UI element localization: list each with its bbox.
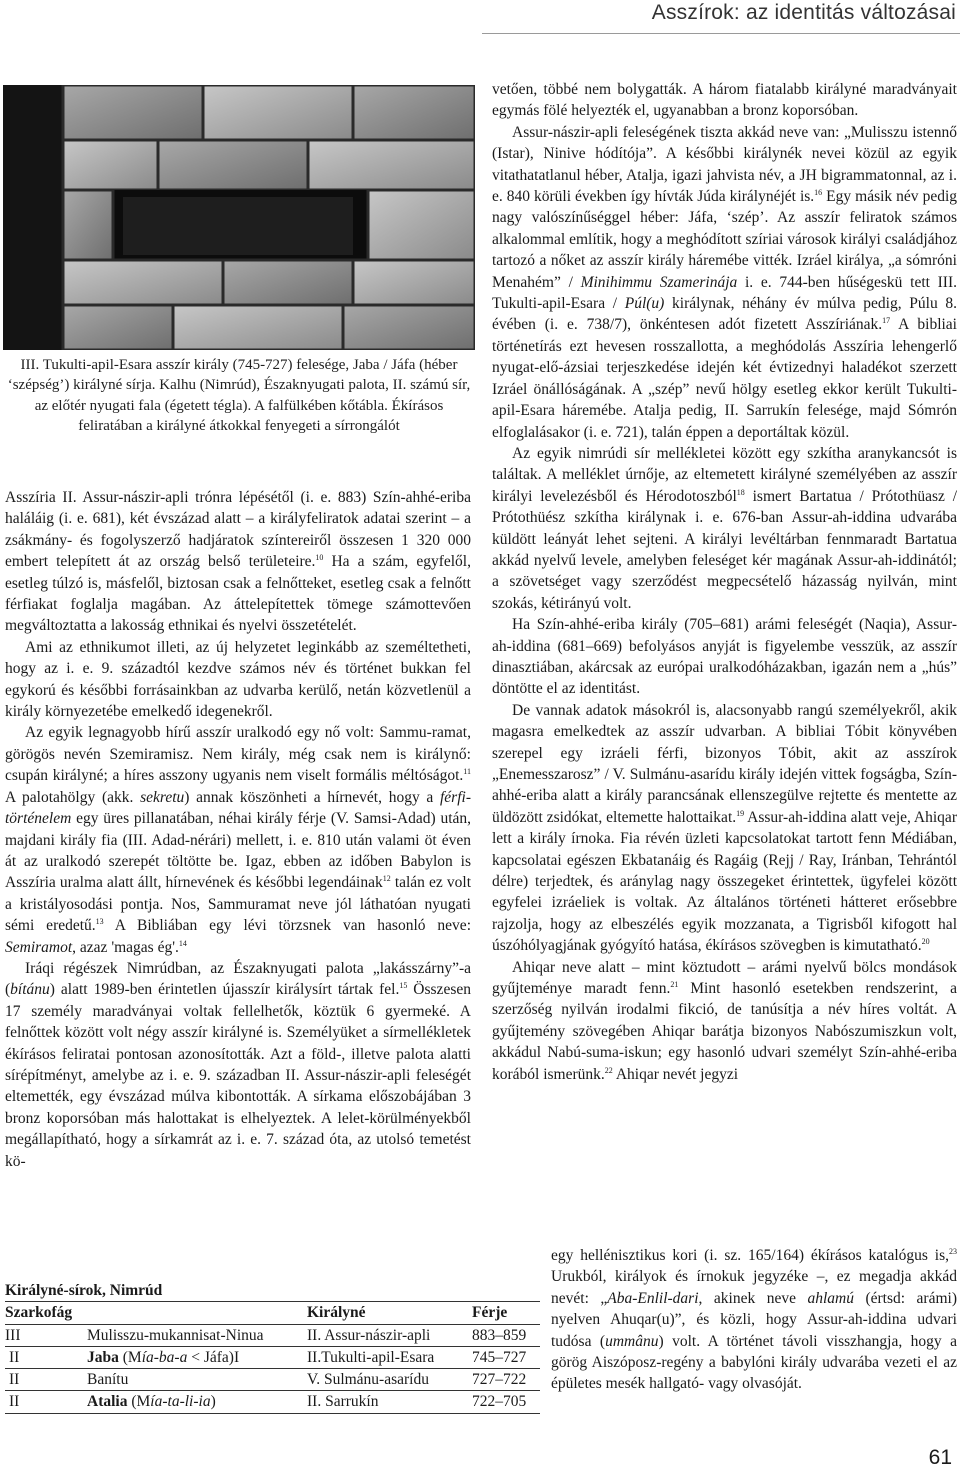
column-header: Férje xyxy=(472,1302,540,1324)
header-rule xyxy=(482,33,960,34)
paragraph: vetően, többé nem bolygatták. A három fiatalabb királyné maradványait egymás fölé helyezték el, ugyanabban a bronz koporsóban. xyxy=(492,81,957,120)
footnote-ref[interactable]: 16 xyxy=(814,187,823,197)
footnote-ref[interactable]: 19 xyxy=(736,808,745,818)
paragraph: Asszíria II. Assur-nászir-apli trónra lépésétől (i. e. 883) Szín-ahhé-eriba haláláig (i. e. 681), két évszázad alatt – a királyfeliratok adatai szerint – a zsákmány- és fogolyszerző hadjáratok színtereiről összesen 1 320 000 embert telepített át az ország belső területeire.$^{10}$ Ha a szám, egyfelől, esetleg túlzó is, másfelől, biztosan csak a felnőtteket, esetleg csak a felnőtt férfiakat foglalja magában. Az áttelepítettek tömege számottevően megváltoztatta a lakosság ethnikai és nyelvi összetételét. xyxy=(5,489,471,635)
tomb-photograph xyxy=(3,85,475,350)
footnote-ref[interactable]: 20 xyxy=(921,937,930,947)
table-row xyxy=(5,1391,540,1413)
footnote-ref[interactable]: 17 xyxy=(882,316,891,326)
table-header-row xyxy=(5,1302,540,1324)
footnote-ref[interactable]: 14 xyxy=(178,938,187,948)
column-header: Szarkofág xyxy=(5,1302,87,1324)
paragraph: De vannak adatok másokról is, alacsonyabb rangú személyekről, akik magasra emelkedtek az asszír udvarban. A bibliai Tóbit könyvében szerepel egy izráeli férfi, bizonyos Tóbit, akit az asszírok „Enemesszarosz” / V. Sulmánu-asarídu király idején vittek fogságba, Szín-ahhé-eriba alatt a király parancsának ellenszegülve rejtette és mentette az üldözött zsidókat, eltemette halottaikat.$^{19}$ Assur-ah-iddina alatt veje, Ahiqar lett a király írnoka. Fia révén üzleti kapcsolatokat tartott fenn Médiában, kapcsolatai egészen Ekbatanáig és Ragáig (Rejj / Ray, Iránban, Tehrántól délre) terjedtek, és aránylag nagy összegeket érintettek, ügyfelei között egyfelei izráeliek is voltak. Az általános történeti hátteret erősebbre rajzolja, hogy az elbeszélés egyik mozzanata, a Tigrisből kifogott hal úszóhólyagjának gyógyító hatása, ékírásos szövegben is kimutatható.$^{20}$ xyxy=(492,701,957,955)
paragraph: Az egyik legnagyobb hírű asszír uralkodó egy nő volt: Sammu-ramat, görögös nevén Szemiramisz. Nem király, még csak nem is királynő: csupán királyné; a híres asszony ugyanis nem viselt formális méltóságot.$^{11}$ A palotahölgy (akk. sekretu) annak köszönheti a hírnevét, hogy a férfi-történelem egy üres pillanatában, néhai király férje (V. Samsi-Adad) után, majdani király fia (III. Adad-nérári) mellett, i. e. 810 után valami öt éven át az uralkodó szerepét töltötte be. Igaz, ebben az időben Babylon is Asszíria uralma alatt állt, hírnevének és későbbi legendáinak$^{12}$ talán ez volt a kristályosodási pontja. Nos, Sammuramat neve jól láthatóan nyugati sémi eredetű.$^{13}$ A Bibliában egy lévi törzsnek van hasonló neve: Semiramot, azaz 'magas ég'.$^{14}$ xyxy=(5,724,471,956)
column-header xyxy=(87,1302,307,1324)
table xyxy=(5,1301,540,1413)
footnote-ref[interactable]: 13 xyxy=(95,916,104,926)
figure-caption: III. Tukulti-apil-Esara asszír király (745-727) felesége, Jaba / Jáfa (héber ‘szépség’) királyné sírja. Kalhu (Nimrúd), Északnyugati palota, II. számú sír, az előtér nyugati fala (égetett tégla). A falfülkében kőtábla. Ékírásos feliratában a királyné átkokkal fenyegeti a sírrongálót xyxy=(7,357,471,435)
cell-husband: II. Assur-nászir-apli xyxy=(307,1324,472,1346)
footnote-ref[interactable]: 21 xyxy=(670,979,679,989)
footnote-ref[interactable]: 18 xyxy=(736,487,745,497)
cell-years: 883–859 xyxy=(472,1324,540,1346)
paragraph: egy hellénisztikus kori (i. sz. 165/164) ékírásos katalógus is,$^{23}$ Urukból, királyok és írnokuk jegyzéke –, ez megadja akkád nevét: „Aba-Enlil-dari, akinek neve ahlamú (értsd: arámi) nyelven Ahuqar(u)”, és közli, hogy Assur-ah-iddina udvari tudósa (ummânu) volt. A történet távoli visszhangja, hogy a görög Aiszóposz-regény a babylóni király udvarába vezeti el az épületes mesék hallgató- vagy olvasóját. xyxy=(551,1246,957,1393)
footnote-ref[interactable]: 10 xyxy=(315,553,324,563)
paragraph: Az egyik nimrúdi sír mellékletei között egy szkítha aranykancsót is találtak. A melléklet úrnője, az eltemetett királyné személyében az asszír királyi levelezésből és Hérodotoszból$^{18}$ ismert Bartatua / Prótothüasz / Prótothüész szkítha királynak i. e. 676-ban Assur-ah-iddina udvarába küldött leányát lehet sejteni. A királyi levéltárban fennmaradt Bartatua akkád nyelvű levele, amelyben feleséget kér magának Assur-ah-iddinától; a szövetséget vagy szerződést megpecsételő házasság nyilván, mint szokás, kétirányú volt. xyxy=(492,444,958,612)
cell-husband: II.Tukulti-apil-Esara xyxy=(307,1346,472,1368)
paragraph: Ha Szín-ahhé-eriba király (705–681) arámi feleségét (Naqia), Assur-ah-iddina (681–669) befolyásos anyját is figyelembe vesszük, az asszír dinasztiában, akárcsak az európai uralkodóházakban, igazán nem a „húsˮ döntötte el az identitást. xyxy=(492,616,957,698)
cell-sarcophagus: II xyxy=(5,1391,87,1413)
page-number: 61 xyxy=(928,1446,952,1469)
paragraph: Ahiqar neve alatt – mint köztudott – arámi nyelvű bölcs mondások gyűjteménye maradt fenn.$^{21}$ Mint hasonló esetekben rendszerint, a szerzőség nyilván irodalmi fikció, de tanúsítja a név híres voltát. A gyűjtemény szövegében Ahiqar barátja bizonyos Nabószumiszkun volt, akkádul Nabú-suma-iskun; egy hasonló udvari személyt Szín-ahhé-eriba korából ismerünk.$^{22}$ Ahiqar nevét jegyzi xyxy=(492,958,957,1083)
table-row xyxy=(5,1346,540,1368)
footnote-ref[interactable]: 11 xyxy=(463,767,471,777)
paragraph: Ami az ethnikumot illeti, az új helyzetet leginkább az személtetheti, hogy az i. e. 9. századtól kezdve számos név és történet bukkan fel egykorú és későbbi forrásainkban az udvarba kerülő, netán közvetlenül a király környezetébe emelkedő idegenekről. xyxy=(5,638,471,721)
right-column-continuation xyxy=(551,1245,957,1395)
footnote-ref[interactable]: 22 xyxy=(604,1065,613,1075)
table-title: Királyné-sírok, Nimrúd xyxy=(5,1282,163,1299)
cell-years: 727–722 xyxy=(472,1369,540,1391)
cell-sarcophagus: II xyxy=(5,1369,87,1391)
cell-queen: Jaba (Mía-ba-a < Jáfa)I xyxy=(87,1346,307,1368)
paragraph: Iráqi régészek Nimrúdban, az Északnyugati palota „lakásszárny”-a (bítánu) alatt 1989-ben érintetlen újasszír királysírt tártak fel.$^{15}$ Összesen 17 személy maradványai voltak fellelhetők, köztük 6 gyermeké. A felnőttek között volt négy asszír királyné is. Személyüket a sírmellékletek ékírásos feliratai pontosan azonosították. Azt a föld-, illetve palota alatti sírépítményt, amelybe az i. e. 9. században II. Assur-nászir-apli feleségét eltemették, egy évszázad múlva kibontották. A sírkama előszobájában 3 bronz koporsóban más halottakat is elhelyeztek. A lelet-körülményekből megállapítható, hogy a sírkamrát az i. e. 7. század óta, az utolsó temetést kö- xyxy=(5,959,471,1170)
footnote-ref[interactable]: 12 xyxy=(382,874,391,884)
queen-tombs-table xyxy=(5,1280,540,1414)
cell-years: 722–705 xyxy=(472,1391,540,1413)
cell-queen: Banítu xyxy=(87,1369,307,1391)
cell-husband: II. Sarrukín xyxy=(307,1391,472,1413)
cell-sarcophagus: III xyxy=(5,1324,87,1346)
running-head: Asszírok: az identitás változásai xyxy=(651,1,956,24)
brick-wall-niche-image xyxy=(3,85,475,350)
cell-sarcophagus: II xyxy=(5,1346,87,1368)
footnote-ref[interactable]: 23 xyxy=(949,1246,957,1256)
cell-queen: Atalia (Mía-ta-li-ia) xyxy=(87,1391,307,1413)
cell-husband: V. Sulmánu-asarídu xyxy=(307,1369,472,1391)
right-column xyxy=(492,79,957,1085)
paragraph: Assur-nászir-apli feleségének tiszta akkád neve van: „Mulisszu istennő (Istar), Ninive hódítója”. A későbbi királynék nevei közül az egyik vitathatatlanul héber, Atalja, igazi jahvista név, a JH bigrammatonnal, az i. e. 840 körüli években így hívták Júda királynéjét is.$^{16}$ Egy másik név pedig nagy valószínűséggel héber: Jáfa, ‘szép’. Az asszír feliratok számos alkalommal említik, hogy a meghódított szíriai városok királyi családjához tartozó a nőket az asszír király háremébe vitték. Izráel királya, „a sómróni Menahém” / Minihimmu Szamerinája i. e. 744-ben hűségeskü tett III. Tukulti-apil-Esara / Púl(u) királynak, néhány év múlva pedig, Púlu 8. évében (i. e. 738/7), önkéntesen adót fizetett Asszíriának.$^{17}$ A bibliai történetírás ezt hevesen rosszallotta, a meghódolás Asszíria lehengerlő nyugat-elő-ázsiai terjeszkedése idején két évtizednyi haladékot szerzett Izráel önállóságának. A „szép” nevű hölgy esetleg ekkor került Tukulti-apil-Esara háremébe. Atalja pedig, II. Sarrukín felesége, majd Sómrón elfoglalásakor (i. e. 721), talán éppen a deportáltak közül. xyxy=(492,123,958,441)
left-column xyxy=(5,487,471,1172)
column-header: Királyné xyxy=(307,1302,472,1324)
table-row xyxy=(5,1324,540,1346)
footnote-ref[interactable]: 15 xyxy=(399,981,408,991)
cell-queen: Mulisszu-mukannisat-Ninua xyxy=(87,1324,307,1346)
cell-years: 745–727 xyxy=(472,1346,540,1368)
table-row xyxy=(5,1369,540,1391)
